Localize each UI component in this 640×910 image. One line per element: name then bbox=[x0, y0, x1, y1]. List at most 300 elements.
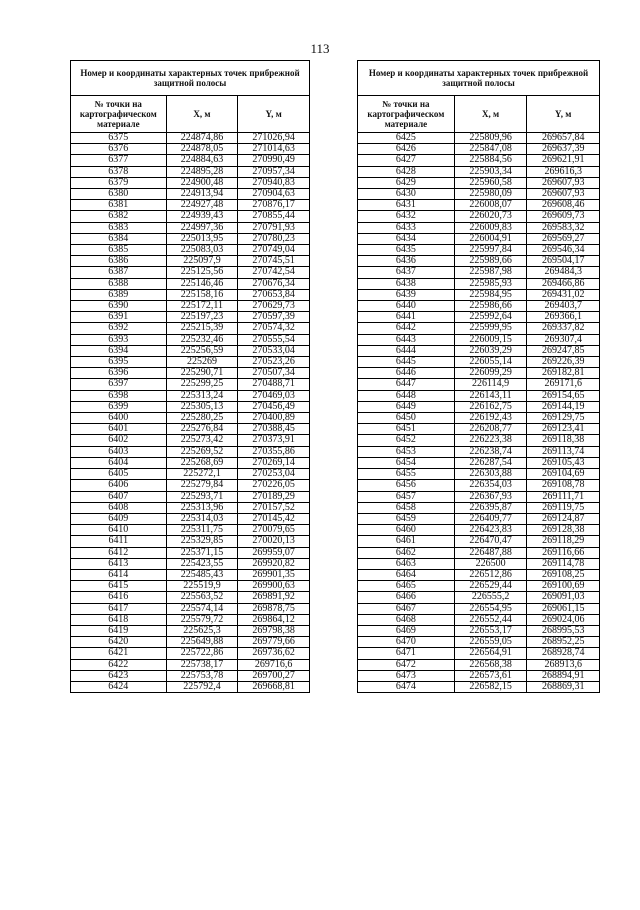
cell-point-number: 6444 bbox=[358, 345, 455, 356]
cell-x: 225125,56 bbox=[166, 267, 238, 278]
cell-point-number: 6467 bbox=[358, 603, 455, 614]
cell-x: 224874,86 bbox=[166, 133, 238, 144]
cell-y: 270388,45 bbox=[238, 424, 310, 435]
table-row bbox=[358, 569, 600, 580]
cell-y: 269171,6 bbox=[527, 379, 600, 390]
cell-point-number: 6448 bbox=[358, 390, 455, 401]
cell-point-number: 6392 bbox=[71, 323, 167, 334]
table-row bbox=[71, 648, 310, 659]
coordinates-table-left bbox=[70, 60, 310, 693]
cell-point-number: 6437 bbox=[358, 267, 455, 278]
cell-x: 225986,66 bbox=[454, 301, 527, 312]
cell-x: 226008,07 bbox=[454, 200, 527, 211]
cell-y: 270523,26 bbox=[238, 357, 310, 368]
cell-point-number: 6421 bbox=[71, 648, 167, 659]
cell-point-number: 6400 bbox=[71, 413, 167, 424]
table-row bbox=[358, 525, 600, 536]
table-row bbox=[358, 547, 600, 558]
table-row bbox=[358, 480, 600, 491]
cell-point-number: 6397 bbox=[71, 379, 167, 390]
cell-y: 270653,84 bbox=[238, 289, 310, 300]
cell-x: 225563,52 bbox=[166, 592, 238, 603]
cell-y: 269901,35 bbox=[238, 569, 310, 580]
coordinates-table-right bbox=[357, 60, 600, 693]
cell-y: 269113,74 bbox=[527, 446, 600, 457]
cell-x: 226500 bbox=[454, 558, 527, 569]
cell-y: 268952,25 bbox=[527, 637, 600, 648]
table-row bbox=[358, 592, 600, 603]
table-row bbox=[71, 222, 310, 233]
table-row bbox=[358, 581, 600, 592]
table-row bbox=[71, 603, 310, 614]
cell-point-number: 6468 bbox=[358, 614, 455, 625]
cell-point-number: 6417 bbox=[71, 603, 167, 614]
cell-point-number: 6399 bbox=[71, 401, 167, 412]
cell-y: 269900,63 bbox=[238, 581, 310, 592]
cell-y: 270855,44 bbox=[238, 211, 310, 222]
cell-x: 225269 bbox=[166, 357, 238, 368]
cell-point-number: 6376 bbox=[71, 144, 167, 155]
cell-y: 269128,38 bbox=[527, 525, 600, 536]
cell-y: 270597,39 bbox=[238, 312, 310, 323]
cell-y: 269118,38 bbox=[527, 435, 600, 446]
cell-y: 270145,42 bbox=[238, 513, 310, 524]
cell-x: 225215,39 bbox=[166, 323, 238, 334]
cell-y: 268928,74 bbox=[527, 648, 600, 659]
table-row bbox=[71, 581, 310, 592]
cell-point-number: 6449 bbox=[358, 401, 455, 412]
cell-x: 225738,17 bbox=[166, 659, 238, 670]
cell-x: 225197,23 bbox=[166, 312, 238, 323]
cell-x: 225272,1 bbox=[166, 469, 238, 480]
table-row bbox=[71, 211, 310, 222]
cell-y: 269609,73 bbox=[527, 211, 600, 222]
cell-x: 226143,11 bbox=[454, 390, 527, 401]
cell-y: 270253,04 bbox=[238, 469, 310, 480]
cell-x: 225293,71 bbox=[166, 491, 238, 502]
cell-x: 225989,66 bbox=[454, 256, 527, 267]
table-row bbox=[71, 177, 310, 188]
column-header-x: X, м bbox=[454, 96, 527, 133]
table-row bbox=[358, 446, 600, 457]
table-row bbox=[358, 177, 600, 188]
cell-y: 268913,6 bbox=[527, 659, 600, 670]
cell-y: 269108,78 bbox=[527, 480, 600, 491]
cell-point-number: 6470 bbox=[358, 637, 455, 648]
table-row bbox=[358, 502, 600, 513]
cell-x: 224884,63 bbox=[166, 155, 238, 166]
column-header-point-number: № точки на картографическом материале bbox=[358, 96, 455, 133]
cell-point-number: 6412 bbox=[71, 547, 167, 558]
cell-x: 225097,9 bbox=[166, 256, 238, 267]
cell-x: 225980,09 bbox=[454, 189, 527, 200]
table-row bbox=[358, 155, 600, 166]
cell-x: 225987,98 bbox=[454, 267, 527, 278]
cell-point-number: 6414 bbox=[71, 569, 167, 580]
cell-point-number: 6457 bbox=[358, 491, 455, 502]
cell-y: 269403,7 bbox=[527, 301, 600, 312]
cell-point-number: 6425 bbox=[358, 133, 455, 144]
cell-x: 225992,64 bbox=[454, 312, 527, 323]
cell-y: 270507,34 bbox=[238, 368, 310, 379]
cell-y: 269154,65 bbox=[527, 390, 600, 401]
cell-x: 226055,14 bbox=[454, 357, 527, 368]
cell-x: 225579,72 bbox=[166, 614, 238, 625]
cell-x: 226009,15 bbox=[454, 334, 527, 345]
cell-y: 270488,71 bbox=[238, 379, 310, 390]
cell-point-number: 6378 bbox=[71, 166, 167, 177]
cell-point-number: 6419 bbox=[71, 625, 167, 636]
cell-point-number: 6386 bbox=[71, 256, 167, 267]
cell-y: 270469,03 bbox=[238, 390, 310, 401]
cell-x: 226208,77 bbox=[454, 424, 527, 435]
table-row bbox=[358, 390, 600, 401]
cell-x: 225290,71 bbox=[166, 368, 238, 379]
cell-point-number: 6381 bbox=[71, 200, 167, 211]
cell-y: 269119,75 bbox=[527, 502, 600, 513]
cell-point-number: 6403 bbox=[71, 446, 167, 457]
table-row bbox=[358, 413, 600, 424]
cell-point-number: 6442 bbox=[358, 323, 455, 334]
cell-point-number: 6420 bbox=[71, 637, 167, 648]
cell-y: 270940,83 bbox=[238, 177, 310, 188]
table-row bbox=[358, 267, 600, 278]
cell-y: 269583,32 bbox=[527, 222, 600, 233]
cell-point-number: 6447 bbox=[358, 379, 455, 390]
table-row bbox=[71, 289, 310, 300]
cell-point-number: 6436 bbox=[358, 256, 455, 267]
table-row bbox=[71, 659, 310, 670]
cell-y: 270555,54 bbox=[238, 334, 310, 345]
cell-x: 226573,61 bbox=[454, 670, 527, 681]
cell-y: 269798,38 bbox=[238, 625, 310, 636]
cell-point-number: 6464 bbox=[358, 569, 455, 580]
cell-y: 270020,13 bbox=[238, 536, 310, 547]
cell-y: 270749,04 bbox=[238, 245, 310, 256]
table-row bbox=[71, 401, 310, 412]
table-row bbox=[358, 469, 600, 480]
table-row bbox=[358, 379, 600, 390]
cell-x: 226487,88 bbox=[454, 547, 527, 558]
cell-point-number: 6407 bbox=[71, 491, 167, 502]
table-row bbox=[71, 312, 310, 323]
cell-point-number: 6418 bbox=[71, 614, 167, 625]
cell-x: 225903,34 bbox=[454, 166, 527, 177]
table-row bbox=[71, 301, 310, 312]
table-row bbox=[71, 536, 310, 547]
cell-x: 224939,43 bbox=[166, 211, 238, 222]
cell-x: 224997,36 bbox=[166, 222, 238, 233]
cell-y: 269546,34 bbox=[527, 245, 600, 256]
table-row bbox=[358, 301, 600, 312]
cell-x: 225280,25 bbox=[166, 413, 238, 424]
table-row bbox=[358, 368, 600, 379]
cell-x: 225299,25 bbox=[166, 379, 238, 390]
cell-x: 226162,75 bbox=[454, 401, 527, 412]
cell-x: 225313,24 bbox=[166, 390, 238, 401]
cell-point-number: 6469 bbox=[358, 625, 455, 636]
cell-x: 225984,95 bbox=[454, 289, 527, 300]
cell-x: 225158,16 bbox=[166, 289, 238, 300]
cell-y: 270780,23 bbox=[238, 233, 310, 244]
cell-x: 225329,85 bbox=[166, 536, 238, 547]
cell-x: 226512,86 bbox=[454, 569, 527, 580]
table-row bbox=[71, 189, 310, 200]
table-row bbox=[358, 233, 600, 244]
cell-x: 224895,28 bbox=[166, 166, 238, 177]
cell-point-number: 6395 bbox=[71, 357, 167, 368]
cell-x: 226564,91 bbox=[454, 648, 527, 659]
cell-point-number: 6426 bbox=[358, 144, 455, 155]
table-row bbox=[71, 200, 310, 211]
column-header-y: Y, м bbox=[238, 96, 310, 133]
table-row bbox=[71, 357, 310, 368]
cell-y: 269878,75 bbox=[238, 603, 310, 614]
cell-point-number: 6461 bbox=[358, 536, 455, 547]
cell-x: 225013,95 bbox=[166, 233, 238, 244]
cell-y: 270189,29 bbox=[238, 491, 310, 502]
table-title: Номер и координаты характерных точек прибрежной защитной полосы bbox=[71, 61, 310, 96]
table-row bbox=[71, 345, 310, 356]
cell-x: 226099,29 bbox=[454, 368, 527, 379]
cell-x: 226409,77 bbox=[454, 513, 527, 524]
table-row bbox=[71, 233, 310, 244]
table-row bbox=[358, 558, 600, 569]
cell-x: 225884,56 bbox=[454, 155, 527, 166]
cell-x: 225083,03 bbox=[166, 245, 238, 256]
cell-x: 225625,3 bbox=[166, 625, 238, 636]
cell-x: 226020,73 bbox=[454, 211, 527, 222]
cell-x: 226552,44 bbox=[454, 614, 527, 625]
cell-point-number: 6460 bbox=[358, 525, 455, 536]
table-row bbox=[358, 457, 600, 468]
cell-point-number: 6388 bbox=[71, 278, 167, 289]
cell-y: 270629,73 bbox=[238, 301, 310, 312]
cell-y: 269607,93 bbox=[527, 189, 600, 200]
cell-y: 269891,92 bbox=[238, 592, 310, 603]
cell-point-number: 6394 bbox=[71, 345, 167, 356]
cell-point-number: 6456 bbox=[358, 480, 455, 491]
cell-x: 224878,05 bbox=[166, 144, 238, 155]
cell-point-number: 6427 bbox=[358, 155, 455, 166]
cell-point-number: 6441 bbox=[358, 312, 455, 323]
table-row bbox=[71, 558, 310, 569]
cell-x: 226555,2 bbox=[454, 592, 527, 603]
cell-y: 269607,93 bbox=[527, 177, 600, 188]
cell-point-number: 6446 bbox=[358, 368, 455, 379]
table-row bbox=[358, 133, 600, 144]
cell-point-number: 6383 bbox=[71, 222, 167, 233]
cell-x: 225485,43 bbox=[166, 569, 238, 580]
cell-point-number: 6382 bbox=[71, 211, 167, 222]
table-row bbox=[358, 323, 600, 334]
cell-point-number: 6430 bbox=[358, 189, 455, 200]
cell-x: 224927,48 bbox=[166, 200, 238, 211]
cell-point-number: 6440 bbox=[358, 301, 455, 312]
cell-point-number: 6385 bbox=[71, 245, 167, 256]
cell-y: 269061,15 bbox=[527, 603, 600, 614]
cell-y: 270269,14 bbox=[238, 457, 310, 468]
cell-y: 270574,32 bbox=[238, 323, 310, 334]
cell-point-number: 6452 bbox=[358, 435, 455, 446]
table-row bbox=[71, 166, 310, 177]
table-row bbox=[358, 681, 600, 692]
table-row bbox=[71, 569, 310, 580]
cell-y: 269431,02 bbox=[527, 289, 600, 300]
cell-point-number: 6424 bbox=[71, 681, 167, 692]
cell-point-number: 6408 bbox=[71, 502, 167, 513]
table-row bbox=[71, 502, 310, 513]
cell-x: 226367,93 bbox=[454, 491, 527, 502]
cell-x: 225305,13 bbox=[166, 401, 238, 412]
cell-x: 226423,83 bbox=[454, 525, 527, 536]
cell-point-number: 6458 bbox=[358, 502, 455, 513]
cell-x: 225423,55 bbox=[166, 558, 238, 569]
cell-x: 226354,03 bbox=[454, 480, 527, 491]
cell-x: 226568,38 bbox=[454, 659, 527, 670]
table-row bbox=[358, 211, 600, 222]
page-number: 113 bbox=[310, 41, 330, 56]
table-row bbox=[358, 278, 600, 289]
cell-y: 269736,62 bbox=[238, 648, 310, 659]
cell-point-number: 6377 bbox=[71, 155, 167, 166]
table-row bbox=[71, 435, 310, 446]
cell-x: 225997,84 bbox=[454, 245, 527, 256]
cell-y: 269182,81 bbox=[527, 368, 600, 379]
table-row bbox=[358, 200, 600, 211]
cell-y: 269668,81 bbox=[238, 681, 310, 692]
cell-point-number: 6443 bbox=[358, 334, 455, 345]
cell-point-number: 6431 bbox=[358, 200, 455, 211]
cell-point-number: 6455 bbox=[358, 469, 455, 480]
cell-x: 225985,93 bbox=[454, 278, 527, 289]
cell-y: 269124,87 bbox=[527, 513, 600, 524]
cell-y: 270533,04 bbox=[238, 345, 310, 356]
table-row bbox=[71, 670, 310, 681]
cell-y: 269247,85 bbox=[527, 345, 600, 356]
cell-y: 269108,25 bbox=[527, 569, 600, 580]
cell-point-number: 6429 bbox=[358, 177, 455, 188]
cell-x: 225279,84 bbox=[166, 480, 238, 491]
cell-x: 225311,75 bbox=[166, 525, 238, 536]
table-row bbox=[71, 457, 310, 468]
cell-x: 225276,84 bbox=[166, 424, 238, 435]
cell-x: 226395,87 bbox=[454, 502, 527, 513]
table-row bbox=[71, 334, 310, 345]
cell-x: 225273,42 bbox=[166, 435, 238, 446]
cell-x: 226287,54 bbox=[454, 457, 527, 468]
cell-y: 269118,29 bbox=[527, 536, 600, 547]
cell-x: 225256,59 bbox=[166, 345, 238, 356]
cell-y: 269504,17 bbox=[527, 256, 600, 267]
cell-point-number: 6463 bbox=[358, 558, 455, 569]
cell-x: 225792,4 bbox=[166, 681, 238, 692]
cell-y: 269104,69 bbox=[527, 469, 600, 480]
cell-point-number: 6413 bbox=[71, 558, 167, 569]
table-row bbox=[358, 289, 600, 300]
cell-y: 269144,19 bbox=[527, 401, 600, 412]
cell-point-number: 6445 bbox=[358, 357, 455, 368]
column-header-y: Y, м bbox=[527, 96, 600, 133]
table-row bbox=[358, 245, 600, 256]
table-row bbox=[358, 166, 600, 177]
cell-y: 269484,3 bbox=[527, 267, 600, 278]
table-row bbox=[358, 625, 600, 636]
cell-y: 270400,89 bbox=[238, 413, 310, 424]
column-header-point-number: № точки на картографическом материале bbox=[71, 96, 167, 133]
table-row bbox=[71, 469, 310, 480]
cell-x: 224913,94 bbox=[166, 189, 238, 200]
cell-y: 269116,66 bbox=[527, 547, 600, 558]
table-row bbox=[358, 491, 600, 502]
cell-point-number: 6434 bbox=[358, 233, 455, 244]
cell-y: 268869,31 bbox=[527, 681, 600, 692]
cell-x: 226223,38 bbox=[454, 435, 527, 446]
cell-point-number: 6401 bbox=[71, 424, 167, 435]
cell-x: 226553,17 bbox=[454, 625, 527, 636]
cell-x: 225269,52 bbox=[166, 446, 238, 457]
cell-y: 269226,39 bbox=[527, 357, 600, 368]
table-row bbox=[71, 256, 310, 267]
cell-x: 225753,78 bbox=[166, 670, 238, 681]
cell-point-number: 6389 bbox=[71, 289, 167, 300]
cell-x: 226009,83 bbox=[454, 222, 527, 233]
cell-x: 225999,95 bbox=[454, 323, 527, 334]
cell-y: 269091,03 bbox=[527, 592, 600, 603]
cell-point-number: 6411 bbox=[71, 536, 167, 547]
cell-y: 270157,52 bbox=[238, 502, 310, 513]
cell-y: 270957,34 bbox=[238, 166, 310, 177]
cell-y: 269616,3 bbox=[527, 166, 600, 177]
cell-x: 226192,43 bbox=[454, 413, 527, 424]
cell-point-number: 6415 bbox=[71, 581, 167, 592]
cell-y: 270355,86 bbox=[238, 446, 310, 457]
table-row bbox=[71, 379, 310, 390]
cell-y: 269105,43 bbox=[527, 457, 600, 468]
cell-point-number: 6432 bbox=[358, 211, 455, 222]
cell-point-number: 6435 bbox=[358, 245, 455, 256]
cell-point-number: 6393 bbox=[71, 334, 167, 345]
cell-y: 270373,91 bbox=[238, 435, 310, 446]
cell-point-number: 6459 bbox=[358, 513, 455, 524]
cell-point-number: 6405 bbox=[71, 469, 167, 480]
table-row bbox=[71, 513, 310, 524]
cell-y: 269959,07 bbox=[238, 547, 310, 558]
cell-x: 226039,29 bbox=[454, 345, 527, 356]
table-row bbox=[358, 312, 600, 323]
table-row bbox=[358, 256, 600, 267]
cell-x: 225809,96 bbox=[454, 133, 527, 144]
cell-y: 269466,86 bbox=[527, 278, 600, 289]
table-row bbox=[71, 413, 310, 424]
cell-x: 226238,74 bbox=[454, 446, 527, 457]
cell-x: 225519,9 bbox=[166, 581, 238, 592]
table-row bbox=[71, 592, 310, 603]
cell-y: 269608,46 bbox=[527, 200, 600, 211]
cell-y: 269700,27 bbox=[238, 670, 310, 681]
cell-point-number: 6438 bbox=[358, 278, 455, 289]
table-row bbox=[358, 670, 600, 681]
cell-point-number: 6465 bbox=[358, 581, 455, 592]
table-row bbox=[71, 368, 310, 379]
table-row bbox=[358, 659, 600, 670]
table-row bbox=[71, 144, 310, 155]
table-row bbox=[358, 603, 600, 614]
cell-x: 225314,03 bbox=[166, 513, 238, 524]
cell-point-number: 6428 bbox=[358, 166, 455, 177]
cell-y: 269024,06 bbox=[527, 614, 600, 625]
cell-x: 226470,47 bbox=[454, 536, 527, 547]
